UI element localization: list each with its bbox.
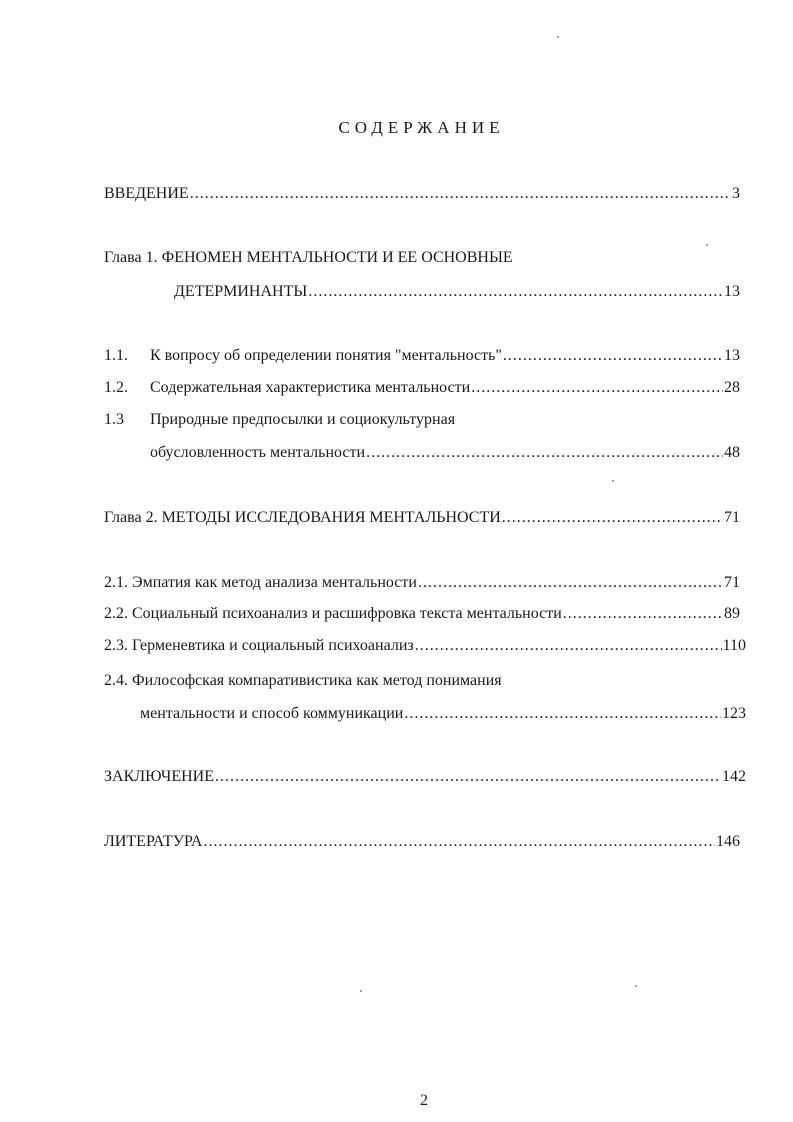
toc-entry-label: 2.3. Герменевтика и социальный психоанализ: [104, 637, 414, 654]
toc-entry-1-3: [150, 443, 740, 463]
toc-entry-number: 1.2.: [104, 379, 128, 396]
toc-entry-label: Содержательная характеристика ментальности: [150, 379, 471, 396]
toc-entry-page: 89: [724, 605, 740, 622]
toc-entry-2-2: [104, 604, 740, 624]
dot-leader: [215, 767, 721, 787]
dot-leader: [471, 378, 723, 398]
toc-entry-chapter2: [104, 508, 740, 528]
dot-leader: [502, 508, 723, 528]
page-number: 2: [420, 1092, 428, 1109]
toc-entry-page: 71: [724, 509, 740, 526]
toc-entry-2-4-line1: 2.4. Философская компаративистика как метод понимания: [104, 672, 502, 689]
dot-leader: [366, 443, 723, 463]
toc-chapter1-line1: Глава 1. ФЕНОМЕН МЕНТАЛЬНОСТИ И ЕЕ ОСНОВНЫЕ: [104, 249, 513, 266]
toc-entry-2-1: [104, 573, 740, 593]
toc-entry-number: 1.3: [104, 411, 124, 428]
toc-entry-conclusion: [104, 767, 746, 787]
toc-entry-chapter1: [174, 282, 740, 302]
dot-leader: [415, 636, 722, 656]
toc-entry-page: 3: [732, 185, 740, 202]
toc-entry-number: 1.1.: [104, 347, 128, 364]
dot-leader: [418, 573, 723, 593]
dot-leader: [404, 704, 721, 724]
toc-entry-1-2: [104, 378, 740, 398]
toc-entry-label: ментальности и способ коммуникации: [140, 705, 404, 722]
dot-leader: [190, 184, 731, 204]
dot-leader: [203, 832, 715, 852]
toc-title: СОДЕРЖАНИЕ: [338, 118, 505, 137]
toc-entry-2-4: [140, 704, 746, 724]
dot-leader: [503, 346, 723, 366]
toc-entry-literature: [104, 832, 740, 852]
scan-speck: [360, 990, 362, 992]
toc-entry-page: 71: [724, 574, 740, 591]
scan-speck: [612, 480, 614, 482]
toc-entry-page: 142: [722, 768, 746, 785]
toc-entry-label: Глава 2. МЕТОДЫ ИССЛЕДОВАНИЯ МЕНТАЛЬНОСТИ: [104, 509, 501, 526]
toc-entry-label: 2.2. Социальный психоанализ и расшифровка текста ментальности: [104, 605, 562, 622]
toc-entry-page: 110: [722, 637, 746, 654]
toc-entry-1-1: [104, 346, 740, 366]
scan-speck: [706, 244, 708, 246]
toc-entry-label: обусловленность ментальности: [150, 444, 366, 461]
toc-entry-intro: [104, 184, 740, 204]
scan-speck: [557, 36, 559, 38]
dot-leader: [563, 604, 723, 624]
toc-entry-page: 146: [716, 833, 740, 850]
toc-entry-page: 13: [724, 347, 740, 364]
toc-entry-label: ДЕТЕРМИНАНТЫ: [174, 283, 308, 300]
toc-entry-page: 48: [724, 444, 740, 461]
toc-entry-label: Природные предпосылки и социокультурная: [150, 411, 456, 428]
scan-speck: [635, 985, 637, 987]
dot-leader: [308, 282, 723, 302]
toc-entry-label: 2.1. Эмпатия как метод анализа ментальности: [104, 574, 417, 591]
toc-entry-page: 28: [724, 379, 740, 396]
toc-entry-label: К вопросу об определении понятия "ментальность": [150, 347, 502, 364]
toc-entry-2-3: [104, 636, 746, 656]
toc-entry-page: 13: [724, 283, 740, 300]
toc-entry-1-3-line1: [104, 410, 455, 430]
toc-entry-label: ЛИТЕРАТУРА: [104, 833, 203, 850]
toc-entry-page: 123: [722, 705, 746, 722]
toc-entry-label: ВВЕДЕНИЕ: [104, 185, 189, 202]
toc-entry-label: ЗАКЛЮЧЕНИЕ: [104, 768, 214, 785]
